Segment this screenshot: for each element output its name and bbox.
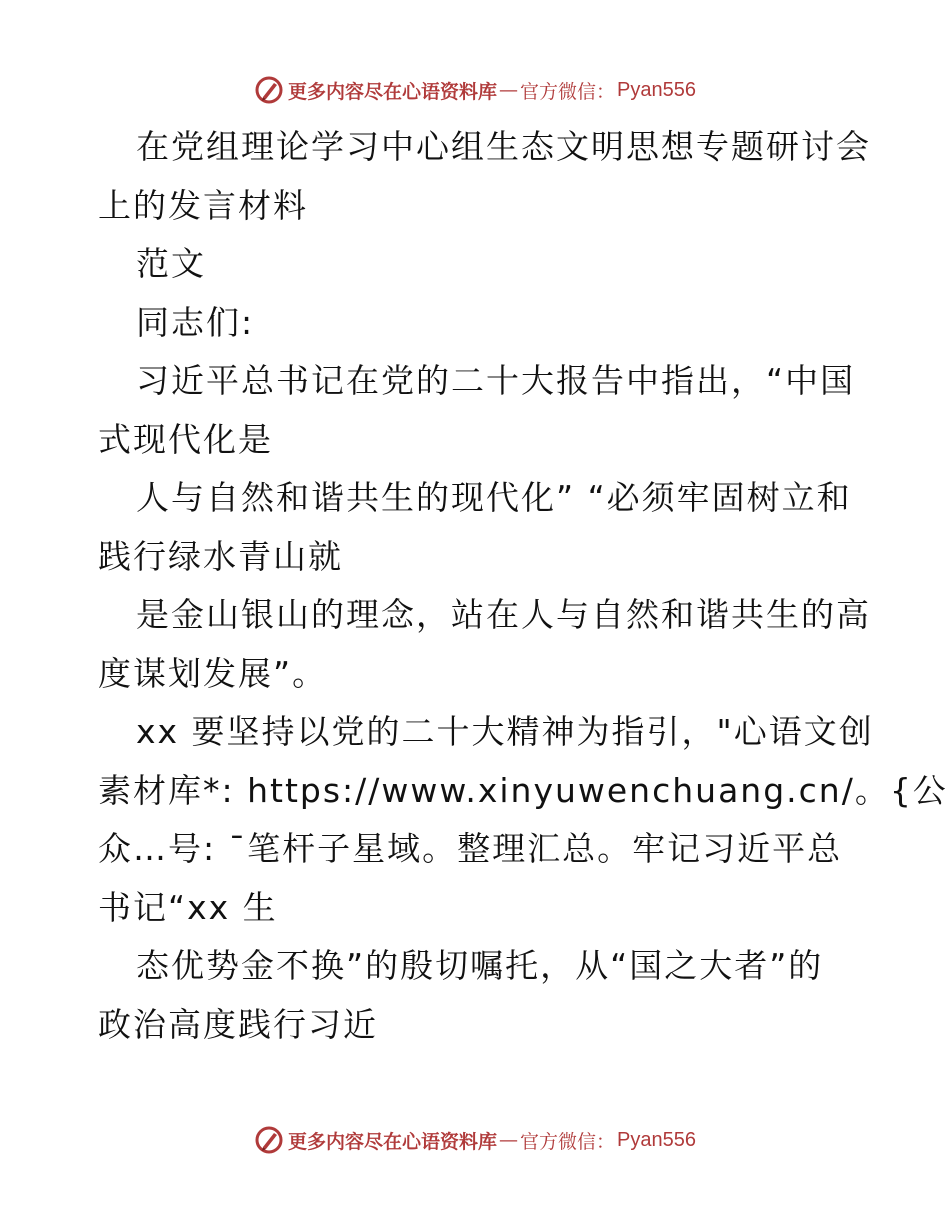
body-line: 书记“xx 生 [98,887,278,927]
pen-logo-icon [254,1125,284,1155]
title-line-2: 上的发言材料 [98,185,308,225]
body-line: 度谋划发展”。 [98,653,328,693]
footer-banner [0,1120,950,1160]
footer-site-text: 更多内容尽在心语资料库 [288,1130,498,1153]
footer-wechat-id: Pyan556 [617,1128,696,1151]
document-body [98,118,948,1054]
header-wechat-id: Pyan556 [617,78,696,101]
body-line: 习近平总书记在党的二十大报告中指出，“中国 [136,361,856,400]
title-line-1: 在党组理论学习中心组生态文明思想专题研讨会 [136,127,871,166]
body-line: xx 要坚持以党的二十大精神为指引，"心语文创 [136,712,874,751]
body-line: 人与自然和谐共生的现代化” “必须牢固树立和 [136,478,852,517]
body-line: 态优势金不换”的殷切嘱托，从“国之大者”的 [136,946,824,985]
body-line: 众…号: ¯笔杆子星域。整理汇总。牢记习近平总 [98,829,843,868]
header-banner [0,70,950,110]
subtitle-line: 范文 [136,244,206,283]
footer-separator: — [499,1129,519,1151]
body-line: 践行绿水青山就 [98,536,343,576]
header-wechat-label: 官方微信： [520,80,616,103]
body-line: 是金山银山的理念，站在人与自然和谐共生的高 [136,595,871,634]
body-line: 式现代化是 [98,419,273,459]
footer-wechat-label: 官方微信： [520,1130,616,1153]
pen-logo-icon [254,75,284,105]
salutation-line: 同志们: [136,302,255,342]
header-separator: — [499,79,519,101]
header-site-text: 更多内容尽在心语资料库 [288,80,498,103]
body-line: 政治高度践行习近 [98,1004,378,1044]
body-line: 素材库*: https://www.xinyuwenchuang.cn/。{公 [98,770,948,810]
